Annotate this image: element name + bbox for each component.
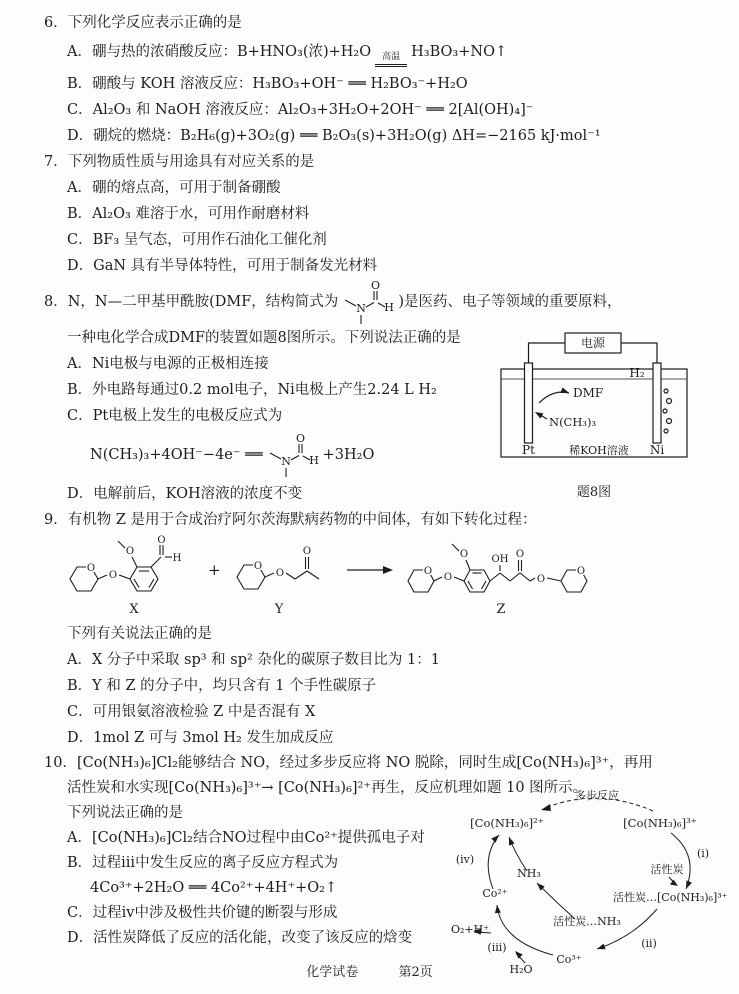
arrowheads	[535, 387, 569, 418]
option-text: Al₂O₃ 难溶于水，可用作耐磨材料	[92, 206, 310, 222]
q9-option-c	[44, 699, 709, 725]
option-label: D．	[67, 128, 94, 144]
cobalt2-complex: [Co(NH₃)₆]²⁺	[470, 816, 544, 830]
option-label: D．	[67, 258, 94, 274]
stem-text: 下列有关说法正确的是	[67, 626, 212, 642]
q10-mechanism-diagram	[445, 785, 735, 980]
footer-page-number: 第2页	[398, 965, 433, 980]
q6-option-c	[44, 97, 709, 123]
option-text: 硼与热的浓硝酸反应：B+HNO₃(浓)+H₂O	[91, 44, 372, 60]
option-text: 活性炭降低了反应的活化能，改变了该反应的焓变	[93, 930, 413, 946]
carbon-nh3-label: 活性炭…NH₃	[553, 915, 621, 928]
option-label: A．	[67, 830, 92, 846]
plus-sign: +	[208, 561, 221, 579]
stem-text: 一种电化学合成DMF的装置如题8图所示。下列说法正确的是	[67, 330, 461, 346]
equation-text: 4Co³⁺+2H₂O ══ 4Co²⁺+4H⁺+O₂↑	[90, 880, 338, 896]
option-text: 外电路每通过0.2 mol电子，Ni电极上产生2.24 L H₂	[92, 382, 437, 398]
question-number: 9．	[44, 512, 68, 528]
multi-step-label: 多步反应	[575, 789, 619, 802]
q6-stem	[44, 10, 709, 36]
option-label: C．	[67, 408, 93, 424]
question-number: 7．	[44, 154, 68, 170]
stem-text: )是医药、电子等领域的重要原料，	[398, 294, 622, 310]
option-label: A．	[67, 356, 92, 372]
stem-text: 有机物 Z 是用于合成治疗阿尔茨海默病药物的中间体，有如下转化过程：	[67, 512, 537, 528]
power-label: 电源	[580, 336, 606, 350]
option-label: B．	[67, 855, 93, 871]
atom-h: H	[384, 301, 395, 314]
q9-option-d	[44, 725, 709, 751]
q9-option-b	[44, 673, 709, 699]
question-6	[44, 10, 709, 149]
q7-option-a	[44, 175, 709, 201]
aldehyde-oxygen: O	[157, 535, 166, 546]
option-label: C．	[67, 704, 93, 720]
q9-stem	[44, 507, 709, 533]
option-label: A．	[67, 44, 92, 60]
option-label: B．	[67, 76, 93, 92]
ring-oxygen: O	[253, 561, 262, 572]
atom-o: O	[295, 432, 305, 445]
option-text: 电解前后，KOH溶液的浓度不变	[93, 486, 303, 502]
option-text: Pt电极上发生的电极反应式为	[92, 408, 283, 424]
option-text: 可用银氨溶液检验 Z 中是否混有 X	[92, 704, 316, 720]
option-text: 硼烷的燃烧：B₂H₆(g)+3O₂(g) ══ B₂O₃(s)+3H₂O(g) ΔH=−2165 kJ·mol⁻¹	[93, 128, 601, 144]
ring-oxygen: O	[86, 563, 96, 574]
structure-z-label: Z	[496, 602, 506, 617]
option-text: Al₂O₃ 和 NaOH 溶液反应：Al₂O₃+3H₂O+2OH⁻ ══ 2[Al(OH)₄]⁻	[92, 102, 534, 118]
option-label: A．	[67, 652, 92, 668]
q8-stem	[44, 279, 709, 325]
dmf-label: DMF	[573, 386, 604, 400]
option-text: BF₃ 呈气态，可用作石油化工催化剂	[92, 232, 327, 248]
dmf-structure	[341, 279, 395, 325]
step-i-label: (i)	[696, 847, 710, 860]
question-number: 10．	[44, 755, 77, 771]
q7-option-d	[44, 253, 709, 279]
option-text: H₃BO₃+NO↑	[411, 44, 508, 60]
atom-n: N	[280, 455, 291, 468]
structure-y	[227, 535, 339, 617]
option-text: 1mol Z 可与 3mol H₂ 发生加成反应	[93, 730, 334, 746]
linker-oxygen: O	[108, 570, 118, 581]
cobalt2-ion-label: Co²⁺	[482, 887, 508, 900]
carbonyl-oxygen: O	[302, 546, 311, 557]
option-text: Y 和 Z 的分子中，均只含有 1 个手性碳原子	[92, 678, 377, 694]
solution-label: 稀KOH溶液	[569, 444, 629, 457]
methoxy-oxygen: O	[125, 546, 135, 557]
q8-figure-caption: 题8图	[576, 485, 612, 500]
option-text: 过程iv中涉及极性共价键的断裂与形成	[92, 905, 338, 921]
question-8	[44, 279, 709, 507]
question-7	[44, 149, 709, 279]
option-text: [Co(NH₃)₆]Cl₂结合NO过程中由Co²⁺提供孤电子对	[91, 830, 425, 846]
structure-x-label: X	[129, 602, 139, 617]
stem-text: N，N—二甲基甲酰胺(DMF，结构简式为	[67, 294, 339, 310]
q7-stem	[44, 149, 709, 175]
ring-oxygen: O	[423, 566, 432, 577]
activated-carbon-label: 活性炭	[650, 863, 684, 876]
q9-reaction-scheme	[44, 535, 709, 621]
cobalt3-ion-label: Co³⁺	[556, 953, 582, 966]
equation-text: N(CH₃)₃+4OH⁻−4e⁻ ══	[90, 447, 263, 463]
structure-x	[62, 535, 202, 617]
nh3-label: NH₃	[517, 867, 541, 880]
option-label: B．	[67, 382, 93, 398]
dmf-structure	[266, 432, 320, 478]
structure-y-label: Y	[274, 602, 283, 617]
option-text: 硼的熔点高，可用于制备硼酸	[91, 180, 281, 196]
option-label: D．	[67, 486, 94, 502]
option-label: D．	[67, 930, 94, 946]
option-text: Ni电极与电源的正极相连接	[91, 356, 269, 372]
reaction-arrow	[345, 562, 395, 578]
option-label: B．	[67, 206, 93, 222]
stem-text: [Co(NH₃)₆]Cl₂能够结合 NO，经过多步反应将 NO 脱除，同时生成[Co(NH₃)₆]³⁺，再用	[76, 755, 653, 771]
option-label: C．	[67, 102, 93, 118]
ester-oxygen: O	[536, 574, 545, 585]
equation-text: +3H₂O	[322, 447, 375, 463]
stem-text: 下列化学反应表示正确的是	[67, 15, 242, 31]
step-iii-label: (iii)	[487, 941, 507, 954]
h2-label: H₂	[629, 366, 645, 380]
atom-n: N	[356, 302, 367, 315]
pt-electrode-label: Pt	[522, 443, 535, 457]
q9-option-a	[44, 647, 709, 673]
q7-option-b	[44, 201, 709, 227]
bonds	[408, 544, 587, 592]
linker-oxygen: O	[275, 568, 284, 579]
step-iv-label: (iv)	[455, 853, 475, 866]
footer-doc-title: 化学试卷	[306, 965, 359, 980]
option-label: C．	[67, 232, 93, 248]
q6-option-a	[44, 36, 709, 71]
question-number: 8．	[44, 294, 68, 310]
amine-label: N(CH₃)₃	[549, 415, 597, 429]
q8-cell-diagram	[489, 329, 699, 503]
q9-substem	[44, 621, 709, 647]
condition-text: 高温	[375, 52, 407, 67]
q6-option-d	[44, 123, 709, 149]
question-number: 6．	[44, 15, 68, 31]
aldehyde-hydrogen: H	[172, 553, 182, 564]
carbon-complex-label: 活性炭…[Co(NH₃)₆]³⁺	[613, 891, 728, 904]
question-9	[44, 507, 709, 751]
h2o-label: H₂O	[509, 963, 533, 976]
option-text: GaN 具有半导体特性，可用于制备发光材料	[93, 258, 378, 274]
cobalt3-complex: [Co(NH₃)₆]³⁺	[623, 816, 697, 830]
option-label: A．	[67, 180, 92, 196]
methoxy-oxygen: O	[459, 549, 468, 560]
step-ii-label: (ii)	[641, 937, 657, 950]
option-label: C．	[67, 905, 93, 921]
bonds	[70, 541, 172, 591]
structure-z	[401, 535, 606, 617]
stem-text: 下列物质性质与用途具有对应关系的是	[67, 154, 315, 170]
linker-oxygen: O	[443, 572, 452, 583]
page-footer	[0, 961, 739, 980]
o2-label: O₂+H⁺	[451, 923, 490, 936]
atom-h: H	[308, 454, 319, 467]
stem-text: 下列说法正确的是	[67, 805, 183, 821]
hydroxyl-group: OH	[491, 554, 509, 565]
option-text: 过程iii中发生反应的离子反应方程式为	[92, 855, 339, 871]
option-label: D．	[67, 730, 94, 746]
atom-o: O	[371, 279, 381, 292]
reaction-condition	[375, 39, 407, 71]
q10-stem-line1	[44, 751, 709, 776]
ring2-oxygen: O	[576, 566, 585, 577]
option-text: 硼酸与 KOH 溶液反应：H₃BO₃+OH⁻ ══ H₂BO₃⁻+H₂O	[92, 76, 468, 92]
ni-electrode-label: Ni	[649, 443, 665, 457]
stem-text: 活性炭和水实现[Co(NH₃)₆]³⁺→ [Co(NH₃)₆]²⁺再生，反应机理如题 10 图所示。	[67, 780, 588, 796]
catalytic-cycle	[445, 785, 735, 980]
q7-option-c	[44, 227, 709, 253]
q6-option-b	[44, 71, 709, 97]
option-label: B．	[67, 678, 93, 694]
carbonyl-oxygen: O	[515, 549, 524, 560]
electrolysis-cell	[489, 329, 699, 479]
option-text: X 分子中采取 sp³ 和 sp² 杂化的碳原子数目比为 1：1	[91, 652, 440, 668]
